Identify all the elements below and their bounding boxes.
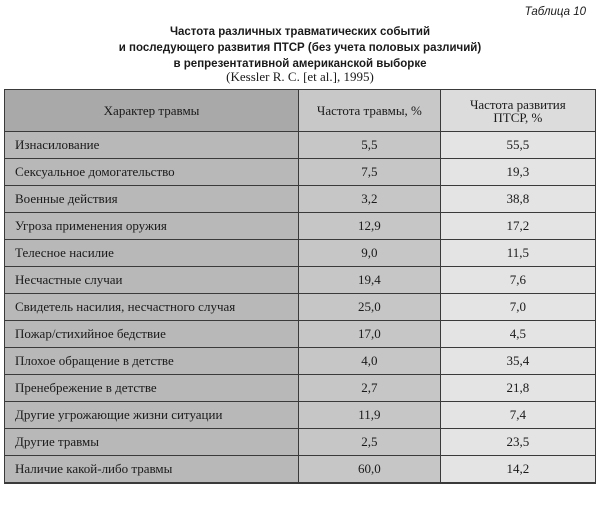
cell-trauma-frequency: 11,9 <box>299 402 441 429</box>
table-title <box>0 24 600 72</box>
cell-ptsd-frequency: 17,2 <box>440 213 595 240</box>
cell-ptsd-frequency: 19,3 <box>440 159 595 186</box>
table-row <box>5 348 596 375</box>
cell-trauma-frequency: 12,9 <box>299 213 441 240</box>
cell-trauma-type: Другие угрожающие жизни ситуации <box>5 402 299 429</box>
table-row <box>5 321 596 348</box>
header-ptsd-line: Частота развития <box>469 96 566 112</box>
table-number-label: Таблица 10 <box>524 6 586 18</box>
table-row <box>5 132 596 159</box>
cell-trauma-type: Плохое обращение в детстве <box>5 348 299 375</box>
cell-trauma-frequency: 25,0 <box>299 294 441 321</box>
citation: (Kessler R. C. [et al.], 1995) <box>226 69 374 84</box>
cell-trauma-frequency: 5,5 <box>299 132 441 159</box>
cell-trauma-frequency: 7,5 <box>299 159 441 186</box>
cell-ptsd-frequency: 11,5 <box>440 240 595 267</box>
cell-trauma-type: Пожар/стихийное бедствие <box>5 321 299 348</box>
cell-trauma-frequency: 2,5 <box>299 429 441 456</box>
cell-trauma-frequency: 3,2 <box>299 186 441 213</box>
cell-ptsd-frequency: 4,5 <box>440 321 595 348</box>
cell-ptsd-frequency: 23,5 <box>440 429 595 456</box>
cell-trauma-frequency: 2,7 <box>299 375 441 402</box>
title-line: и последующего развития ПТСР (без учета половых различий) <box>118 42 482 54</box>
header-trauma-type: Характер травмы <box>5 90 299 132</box>
header-trauma-frequency: Частота травмы, % <box>299 90 441 132</box>
cell-trauma-type: Изнасилование <box>5 132 299 159</box>
cell-trauma-frequency: 9,0 <box>299 240 441 267</box>
cell-ptsd-frequency: 7,6 <box>440 267 595 294</box>
cell-trauma-frequency: 4,0 <box>299 348 441 375</box>
data-table <box>4 89 596 484</box>
cell-ptsd-frequency: 14,2 <box>440 456 595 484</box>
table-row <box>5 240 596 267</box>
cell-trauma-frequency: 17,0 <box>299 321 441 348</box>
table-row <box>5 456 596 484</box>
cell-trauma-type: Угроза применения оружия <box>5 213 299 240</box>
table-row <box>5 267 596 294</box>
table-row <box>5 294 596 321</box>
header-row <box>5 90 596 132</box>
cell-trauma-type: Телесное насилие <box>5 240 299 267</box>
cell-ptsd-frequency: 21,8 <box>440 375 595 402</box>
title-line: Частота различных травматических событий <box>169 26 431 38</box>
cell-trauma-type: Свидетель насилия, несчастного случая <box>5 294 299 321</box>
cell-trauma-frequency: 60,0 <box>299 456 441 484</box>
table-row <box>5 159 596 186</box>
table-row <box>5 186 596 213</box>
header-ptsd-line: ПТСР, % <box>493 109 543 125</box>
table-row <box>5 429 596 456</box>
cell-ptsd-frequency: 38,8 <box>440 186 595 213</box>
cell-ptsd-frequency: 7,0 <box>440 294 595 321</box>
cell-ptsd-frequency: 7,4 <box>440 402 595 429</box>
cell-trauma-type: Другие травмы <box>5 429 299 456</box>
table-row <box>5 213 596 240</box>
cell-ptsd-frequency: 55,5 <box>440 132 595 159</box>
cell-trauma-type: Военные действия <box>5 186 299 213</box>
cell-trauma-frequency: 19,4 <box>299 267 441 294</box>
cell-trauma-type: Пренебрежение в детстве <box>5 375 299 402</box>
cell-trauma-type: Сексуальное домогательство <box>5 159 299 186</box>
title-line: в репрезентативной американской выборке <box>173 58 427 70</box>
header-ptsd-frequency <box>440 90 595 132</box>
table-row <box>5 375 596 402</box>
cell-trauma-type: Наличие какой-либо травмы <box>5 456 299 484</box>
cell-trauma-type: Несчастные случаи <box>5 267 299 294</box>
table-row <box>5 402 596 429</box>
cell-ptsd-frequency: 35,4 <box>440 348 595 375</box>
